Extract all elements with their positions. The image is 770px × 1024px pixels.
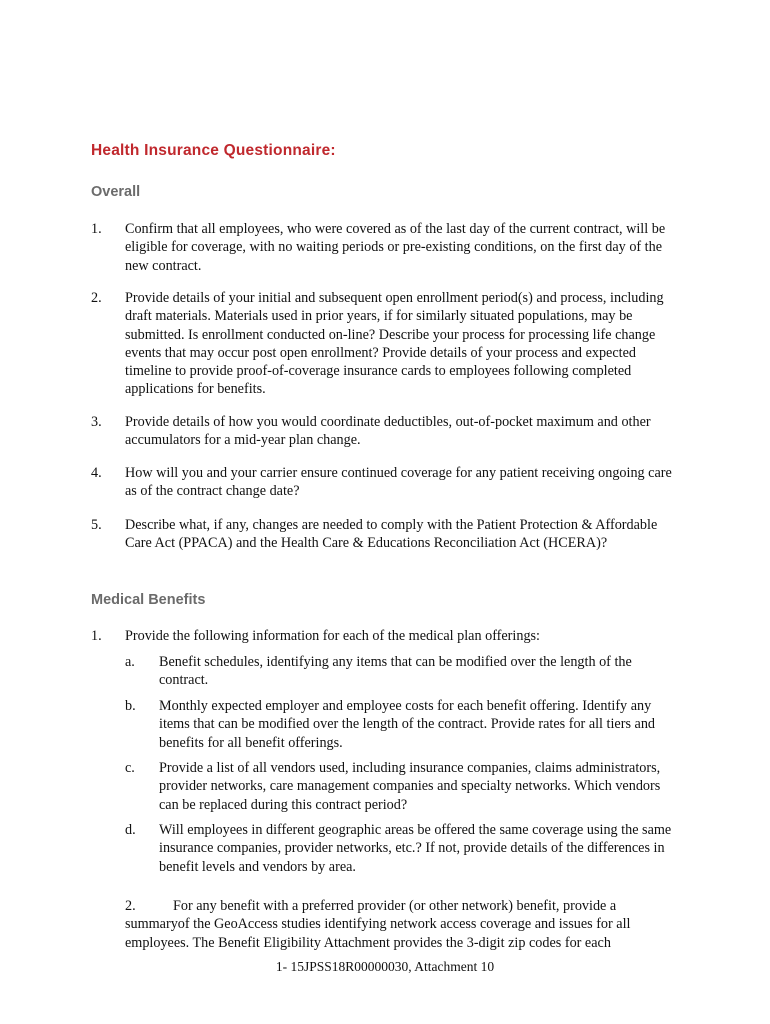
subitem-text: Benefit schedules, identifying any items that can be modified over the length of the contract. — [159, 654, 632, 689]
subitem-text: Will employees in different geographic areas be offered the same coverage using the same insurance companies, provider networks, etc.? If not, provide details of the differences in benefit levels and vendors by area. — [159, 822, 672, 875]
item-number: 1. — [91, 221, 102, 237]
item-text: For any benefit with a preferred provider (or other network) benefit, provide a summaryof the GeoAccess studies identifying network access coverage and issues for all employees. The Benefit Eligibility Attachment provides the 3-digit zip codes for each — [125, 898, 631, 951]
item-number: 3. — [91, 414, 102, 430]
subitem-text: Provide a list of all vendors used, including insurance companies, claims administrators, provider networks, care management companies and specialty networks. Which vendors can be replaced during this contract period? — [159, 760, 661, 813]
item-text: Confirm that all employees, who were covered as of the last day of the current contract, will be eligible for coverage, with no waiting periods or pre-existing conditions, on the first day of the new contract. — [125, 221, 666, 274]
section-heading-overall: Overall — [91, 184, 141, 200]
item-number: 1. — [91, 628, 102, 644]
subitem-letter: d. — [125, 822, 136, 838]
page-footer: 1- 15JPSS18R00000030, Attachment 10 — [275, 959, 495, 974]
item-text: Provide details of your initial and subsequent open enrollment period(s) and process, including draft materials. Materials used in prior years, if for similarly situated populations, may be submitted. Is enrollment conducted on-line? Describe your process for processing life change events that may occur post open enrollment? Provide details of your process and expected timeline to provide proof-of-coverage insurance cards to employees following completed applications for benefits. — [125, 290, 664, 398]
item-text: How will you and your carrier ensure continued coverage for any patient receiving ongoing care as of the contract change date? — [125, 465, 672, 500]
item-number: 5. — [91, 517, 102, 533]
subitem-letter: a. — [125, 654, 135, 670]
subitem-letter: c. — [125, 760, 135, 776]
item-text: Provide details of how you would coordinate deductibles, out-of-pocket maximum and other accumulators for a mid-year plan change. — [125, 414, 651, 449]
item-number: 4. — [91, 465, 102, 481]
document-title: Health Insurance Questionnaire: — [91, 142, 336, 159]
item-number: 2. — [125, 898, 136, 914]
item-number: 2. — [91, 290, 102, 306]
subitem-text: Monthly expected employer and employee costs for each benefit offering. Identify any items that can be modified over the length of the contract. Provide rates for all tiers and benefits for all benefit offerings. — [159, 698, 656, 751]
section-heading-medical-benefits: Medical Benefits — [91, 592, 206, 608]
medical-item-2 — [125, 897, 670, 952]
subitem-letter: b. — [125, 698, 136, 714]
item-text: Provide the following information for each of the medical plan offerings: — [125, 628, 540, 644]
item-text: Describe what, if any, changes are needed to comply with the Patient Protection & Affordable Care Act (PPACA) and the Health Care & Educations Reconciliation Act (HCERA)? — [125, 517, 658, 552]
